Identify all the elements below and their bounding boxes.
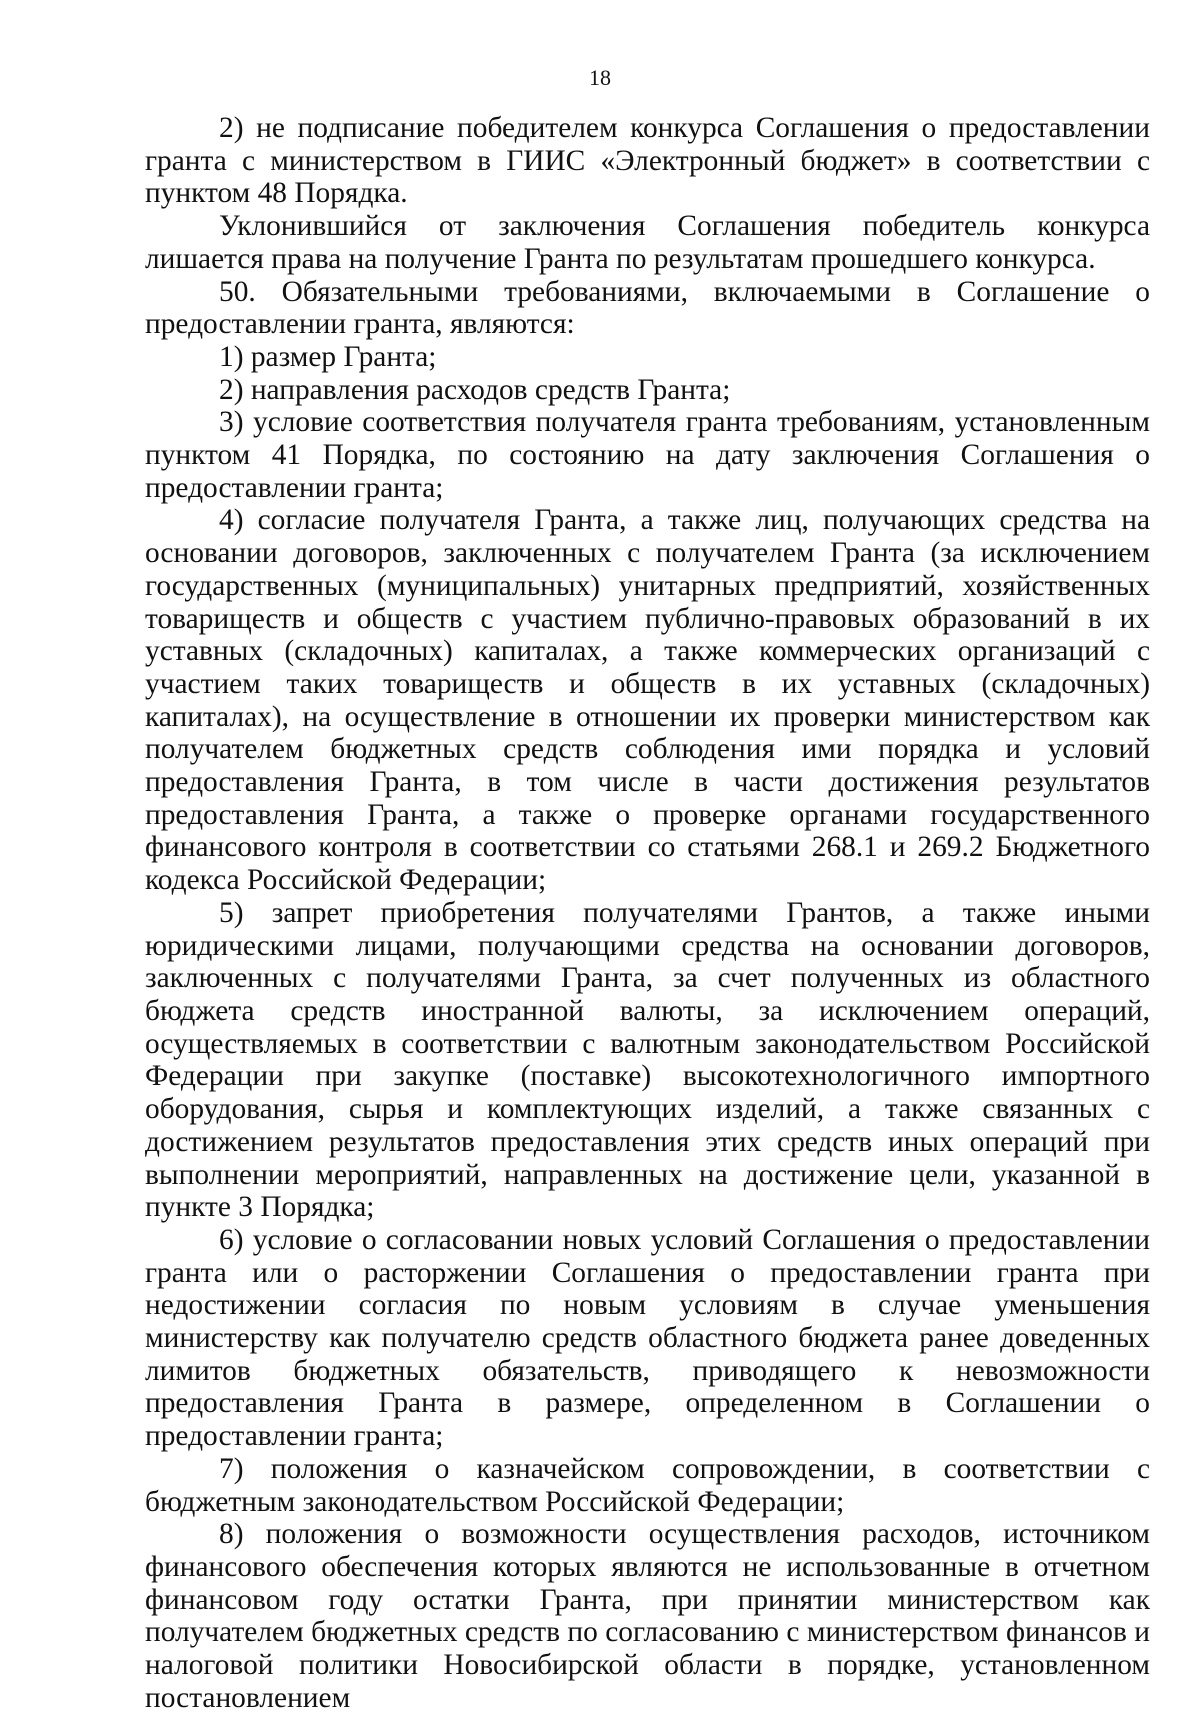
paragraph-item-3: 3) условие соответствия получателя гранта требованиям, установленным пунктом 41 Порядка, по состоянию на дату заключения Соглашения о предоставлении гранта; <box>145 406 1150 504</box>
paragraph-item-2: 2) направления расходов средств Гранта; <box>219 373 731 406</box>
paragraph-item-2-refusal: 2) не подписание победителем конкурса Соглашения о предоставлении гранта с министерством в ГИИС «Электронный бюджет» в соответствии с пунктом 48 Порядка. <box>145 112 1150 210</box>
paragraph-evasion: Уклонившийся от заключения Соглашения победитель конкурса лишается права на получение Гранта по результатам прошедшего конкурса. <box>145 210 1150 275</box>
paragraph-clause-50: 50. Обязательными требованиями, включаемыми в Соглашение о предоставлении гранта, являются: <box>145 275 1150 341</box>
paragraph-item-4: 4) согласие получателя Гранта, а также лиц, получающих средства на основании договоров, заключенных с получателем Гранта (за исключением государственных (муниципальных) унитарных предприятий, хозяйственных товариществ и обществ с участием публично-правовых образований в их уставных (складочных) капиталах, а также коммерческих организаций с участием таких товариществ и обществ в их уставных (складочных) капиталах), на осуществление в отношении их проверки министерством как получателем бюджетных средств соблюдения ими порядка и условий предоставления Гранта, в том числе в части достижения результатов предоставления Гранта, а также о проверке органами государственного финансового контроля в соответствии со статьями 268.1 и 269.2 Бюджетного кодекса Российской Федерации; <box>145 504 1150 897</box>
document-body <box>145 112 1150 1714</box>
paragraph-item-7: 7) положения о казначейском сопровождении, в соответствии с бюджетным законодательством Российской Федерации; <box>145 1452 1150 1518</box>
paragraph-item-6: 6) условие о согласовании новых условий Соглашения о предоставлении гранта или о расторжении Соглашения о предоставлении гранта при недостижении согласия по новым условиям в случае уменьшения министерству как получателю средств областного бюджета ранее доведенных лимитов бюджетных обязательств, приводящего к невозможности предоставления Гранта в размере, определенном в Соглашении о предоставлении гранта; <box>145 1223 1150 1453</box>
paragraph-item-8: 8) положения о возможности осуществления расходов, источником финансового обеспечения которых являются не использованные в отчетном финансовом году остатки Гранта, при принятии министерством как получателем бюджетных средств по согласованию с министерством финансов и налоговой политики Новосибирской области в порядке, установленном постановлением <box>145 1518 1150 1714</box>
paragraph-item-1: 1) размер Гранта; <box>219 340 437 373</box>
paragraph-item-5: 5) запрет приобретения получателями Грантов, а также иными юридическими лицами, получающими средства на основании договоров, заключенных с получателями Гранта, за счет полученных из областного бюджета средств иностранной валюты, за исключением операций, осуществляемых в соответствии с валютным законодательством Российской Федерации при закупке (поставке) высокотехнологичного импортного оборудования, сырья и комплектующих изделий, а также связанных с достижением результатов предоставления этих средств иных операций при выполнении мероприятий, направленных на достижение цели, указанной в пункте 3 Порядка; <box>145 896 1150 1224</box>
page-number: 18 <box>589 65 611 90</box>
